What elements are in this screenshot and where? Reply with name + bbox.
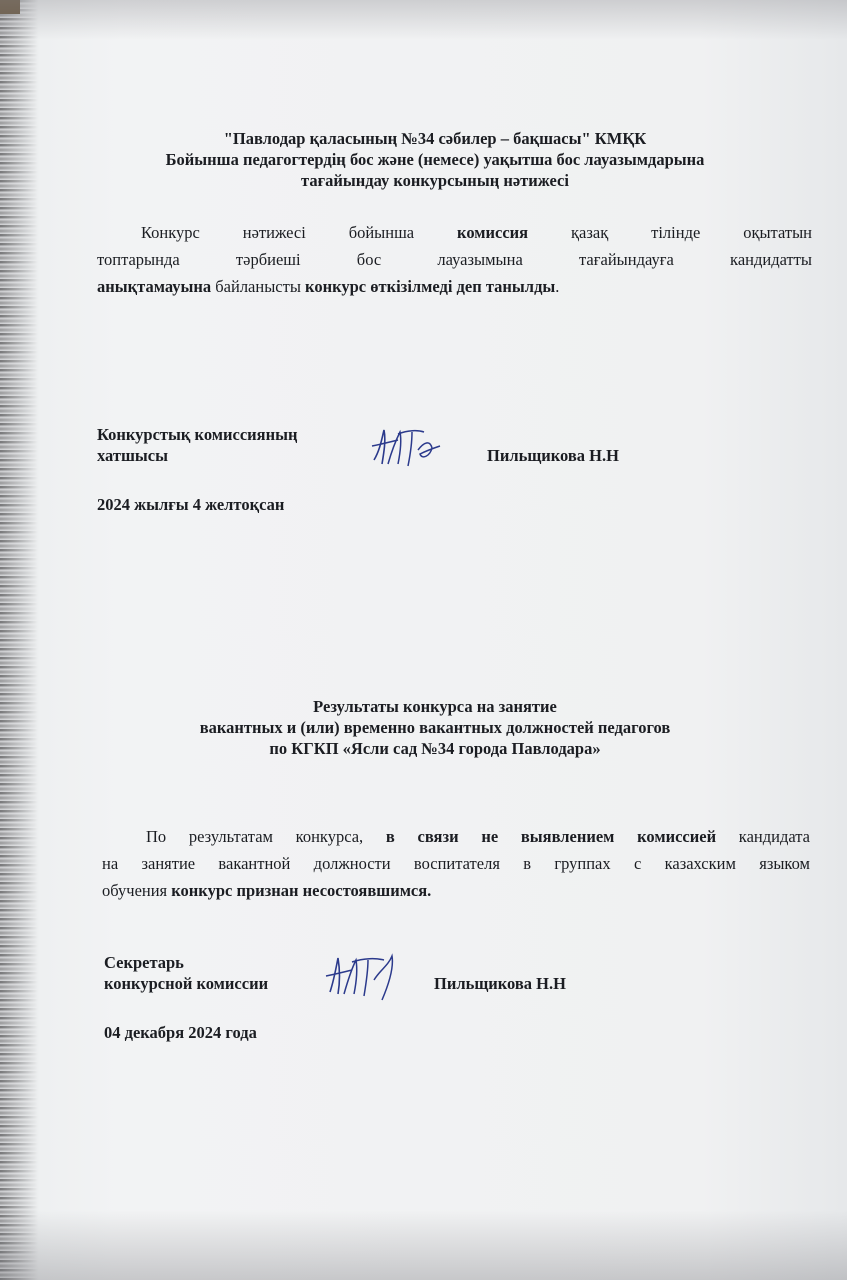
ru-title-line1: Результаты конкурса на занятие: [313, 697, 557, 716]
signature-icon: [368, 420, 448, 472]
kz-signature: [368, 420, 448, 472]
kz-date: 2024 жылғы 4 желтоқсан: [97, 495, 285, 514]
signature-icon: [322, 946, 404, 1002]
ru-secretary-title-line2: конкурсной комиссии: [104, 974, 269, 993]
kz-title-line3: тағайындау конкурсының нәтижесі: [301, 171, 569, 190]
ru-para-line3: обучения конкурс признан несостоявшимся.: [102, 881, 432, 900]
ru-para-line2: на занятие вакантной должности воспитателя в группах с казахским языком: [102, 854, 810, 873]
kz-title-line1: "Павлодар қаласының №34 сәбилер – бақшасы" КМҚК: [223, 129, 647, 148]
scan-shadow-bottom: [0, 1210, 847, 1280]
ru-title: [60, 696, 810, 759]
ru-title-line3: по КГКП «Ясли сад №34 города Павлодара»: [269, 739, 601, 758]
kz-result-paragraph: [97, 219, 812, 300]
ru-para-line1: По результатам конкурса, в связи не выявлением комиссией кандидата: [146, 827, 810, 846]
ru-secretary-name: Пильщикова Н.Н: [434, 974, 566, 993]
kz-title: [60, 128, 810, 191]
ru-date: 04 декабря 2024 года: [104, 1023, 257, 1042]
ru-title-line2: вакантных и (или) временно вакантных должностей педагогов: [199, 718, 671, 737]
kz-secretary-block: [97, 424, 367, 466]
ru-secretary-block: [104, 952, 344, 994]
kz-para-line3: анықтамауына байланысты конкурс өткізілмеді деп танылды.: [97, 277, 560, 296]
ru-secretary-title-line1: Секретарь: [104, 953, 184, 972]
kz-secretary-name: Пильщикова Н.Н: [487, 446, 619, 465]
ru-result-paragraph: [102, 823, 810, 904]
scan-edge-artifact: [0, 0, 38, 1280]
ru-signature: [322, 946, 404, 1002]
kz-title-line2: Бойынша педагогтердің бос және (немесе) уақытша бос лауазымдарына: [165, 150, 705, 169]
kz-para-line1: Конкурс нәтижесі бойынша комиссия қазақ тілінде оқытатын: [141, 223, 812, 242]
kz-secretary-title-line1: Конкурстық комиссияның: [97, 425, 298, 444]
scan-shadow-top: [0, 0, 847, 40]
kz-secretary-title-line2: хатшысы: [97, 446, 168, 465]
kz-para-line2: топтарында тәрбиеші бос лауазымына тағайындауға кандидатты: [97, 250, 812, 269]
